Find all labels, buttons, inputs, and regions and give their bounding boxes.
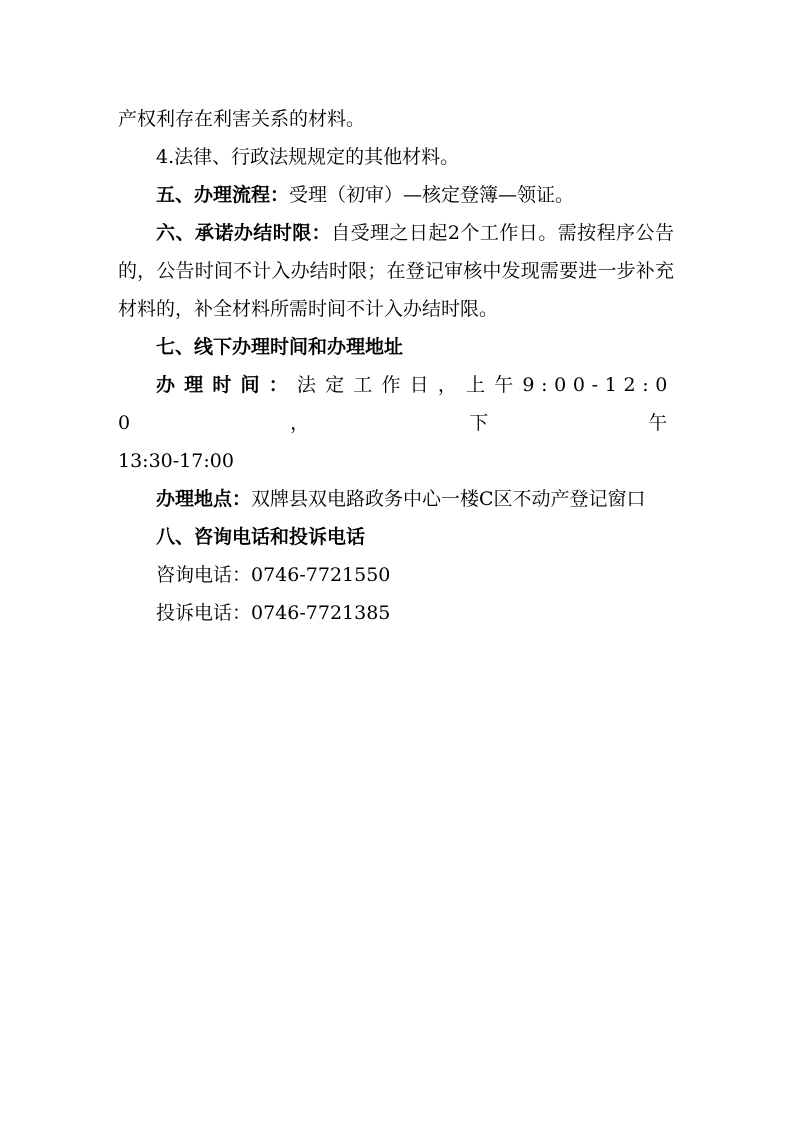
complaint-phone: 投诉电话：0746-7721385 (156, 602, 391, 624)
paragraph-office-hours (118, 366, 674, 442)
process-text: 受理（初审）—核定登簿—领证。 (289, 184, 575, 206)
paragraph-continuation: 产权利存在利害关系的材料。 (118, 108, 366, 130)
consult-phone: 咨询电话：0746-7721550 (156, 564, 391, 586)
time-limit-text: 自受理之日起2个工作日。需按程序公告的，公告时间不计入办结时限；在登记审核中发现需要进一步补充材料的，补全材料所需时间不计入办结时限。 (118, 222, 674, 320)
office-address-text: 双牌县双电路政务中心一楼C区不动产登记窗口 (251, 488, 646, 510)
paragraph-office-address (118, 480, 674, 518)
heading-offline-hours-address: 七、线下办理时间和办理地址 (156, 336, 404, 358)
heading-phones: 八、咨询电话和投诉电话 (156, 526, 366, 548)
heading-process: 五、办理流程： (156, 184, 290, 206)
heading-office-hours: 办理时间： (156, 374, 297, 396)
paragraph-item-4: 4.法律、行政法规规定的其他材料。 (156, 146, 460, 168)
heading-time-limit: 六、承诺办结时限： (156, 222, 332, 244)
paragraph-time-limit (118, 214, 674, 328)
paragraph-process (118, 176, 674, 214)
document-body (118, 100, 674, 632)
office-hours-line1: 法定工作日，上午9:00-12:00，下午 (118, 374, 674, 434)
heading-office-address: 办理地点： (156, 488, 252, 510)
office-hours-line2: 13:30-17:00 (118, 450, 234, 472)
